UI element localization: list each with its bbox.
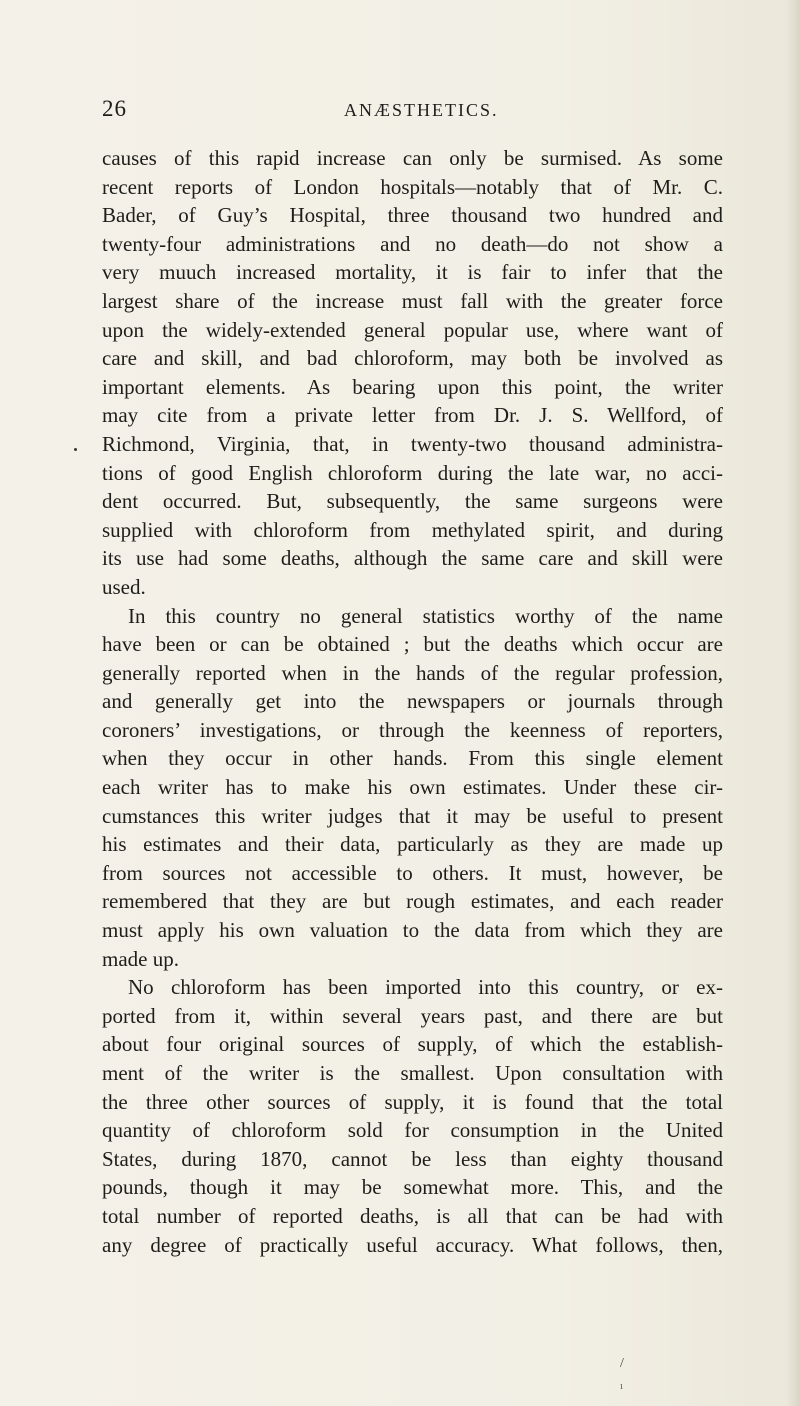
text-line: dent occurred. But, subsequently, the same surgeons were	[102, 489, 723, 514]
text-line: the three other sources of supply, it is found that the total	[102, 1089, 723, 1114]
paragraph-start-line: In this country no general statistics worthy of the name	[128, 603, 723, 628]
text-line: States, during 1870, cannot be less than eighty thousand	[102, 1146, 723, 1171]
text-line: his estimates and their data, particularly as they are made up	[102, 832, 723, 857]
text-line: coroners’ investigations, or through the keenness of reporters,	[102, 717, 723, 742]
text-line: very muuch increased mortality, it is fair to infer that the	[102, 260, 723, 285]
text-line: Bader, of Guy’s Hospital, three thousand two hundred and	[102, 203, 723, 228]
stray-mark: /	[620, 1356, 624, 1371]
text-line: and generally get into the newspapers or journals through	[102, 689, 723, 714]
text-line: causes of this rapid increase can only be surmised. As some	[102, 146, 723, 170]
text-line: ported from it, within several years past, and there are but	[102, 1003, 723, 1028]
text-line: Richmond, Virginia, that, in twenty-two thousand administra-	[102, 431, 723, 456]
page-number: 26	[102, 96, 127, 121]
text-line: total number of reported deaths, is all that can be had with	[102, 1203, 723, 1228]
text-line: twenty-four administrations and no death—do not show a	[102, 231, 723, 256]
text-line: quantity of chloroform sold for consumption in the United	[102, 1118, 723, 1143]
body-text	[102, 144, 723, 1259]
text-line: made up.	[102, 946, 179, 971]
text-line: its use had some deaths, although the same care and skill were	[102, 546, 723, 571]
text-line: tions of good English chloroform during the late war, no acci-	[102, 460, 723, 485]
text-line: may cite from a private letter from Dr. J. S. Wellford, of	[102, 403, 723, 428]
text-line: care and skill, and bad chloroform, may both be involved as	[102, 346, 723, 371]
page-edge-shadow	[786, 0, 800, 1406]
text-line: about four original sources of supply, of which the establish-	[102, 1032, 723, 1057]
text-line: largest share of the increase must fall with the greater force	[102, 288, 723, 313]
running-head: ANÆSTHETICS.	[344, 100, 499, 120]
text-line: upon the widely-extended general popular use, where want of	[102, 317, 723, 342]
text-line: generally reported when in the hands of the regular profession,	[102, 660, 723, 685]
margin-dot	[74, 448, 77, 451]
text-line: when they occur in other hands. From this single element	[102, 746, 723, 771]
text-line: each writer has to make his own estimates. Under these cir-	[102, 775, 723, 800]
text-line: recent reports of London hospitals—notably that of Mr. C.	[102, 174, 723, 199]
text-line: remembered that they are but rough estimates, and each reader	[102, 889, 723, 914]
paragraph-start-line: No chloroform has been imported into this country, or ex-	[128, 975, 723, 1000]
text-line: used.	[102, 574, 146, 599]
text-line: from sources not accessible to others. It must, however, be	[102, 860, 723, 885]
text-line: supplied with chloroform from methylated spirit, and during	[102, 517, 723, 542]
stray-mark: ı	[620, 1380, 624, 1392]
text-line: cumstances this writer judges that it may be useful to present	[102, 803, 723, 828]
text-line: ment of the writer is the smallest. Upon consultation with	[102, 1061, 723, 1085]
page-header	[102, 96, 722, 126]
text-line: any degree of practically useful accuracy. What follows, then,	[102, 1232, 723, 1257]
text-line: have been or can be obtained ; but the deaths which occur are	[102, 632, 723, 657]
text-line: important elements. As bearing upon this point, the writer	[102, 374, 723, 399]
text-line: pounds, though it may be somewhat more. This, and the	[102, 1175, 723, 1200]
text-line: must apply his own valuation to the data from which they are	[102, 918, 723, 943]
